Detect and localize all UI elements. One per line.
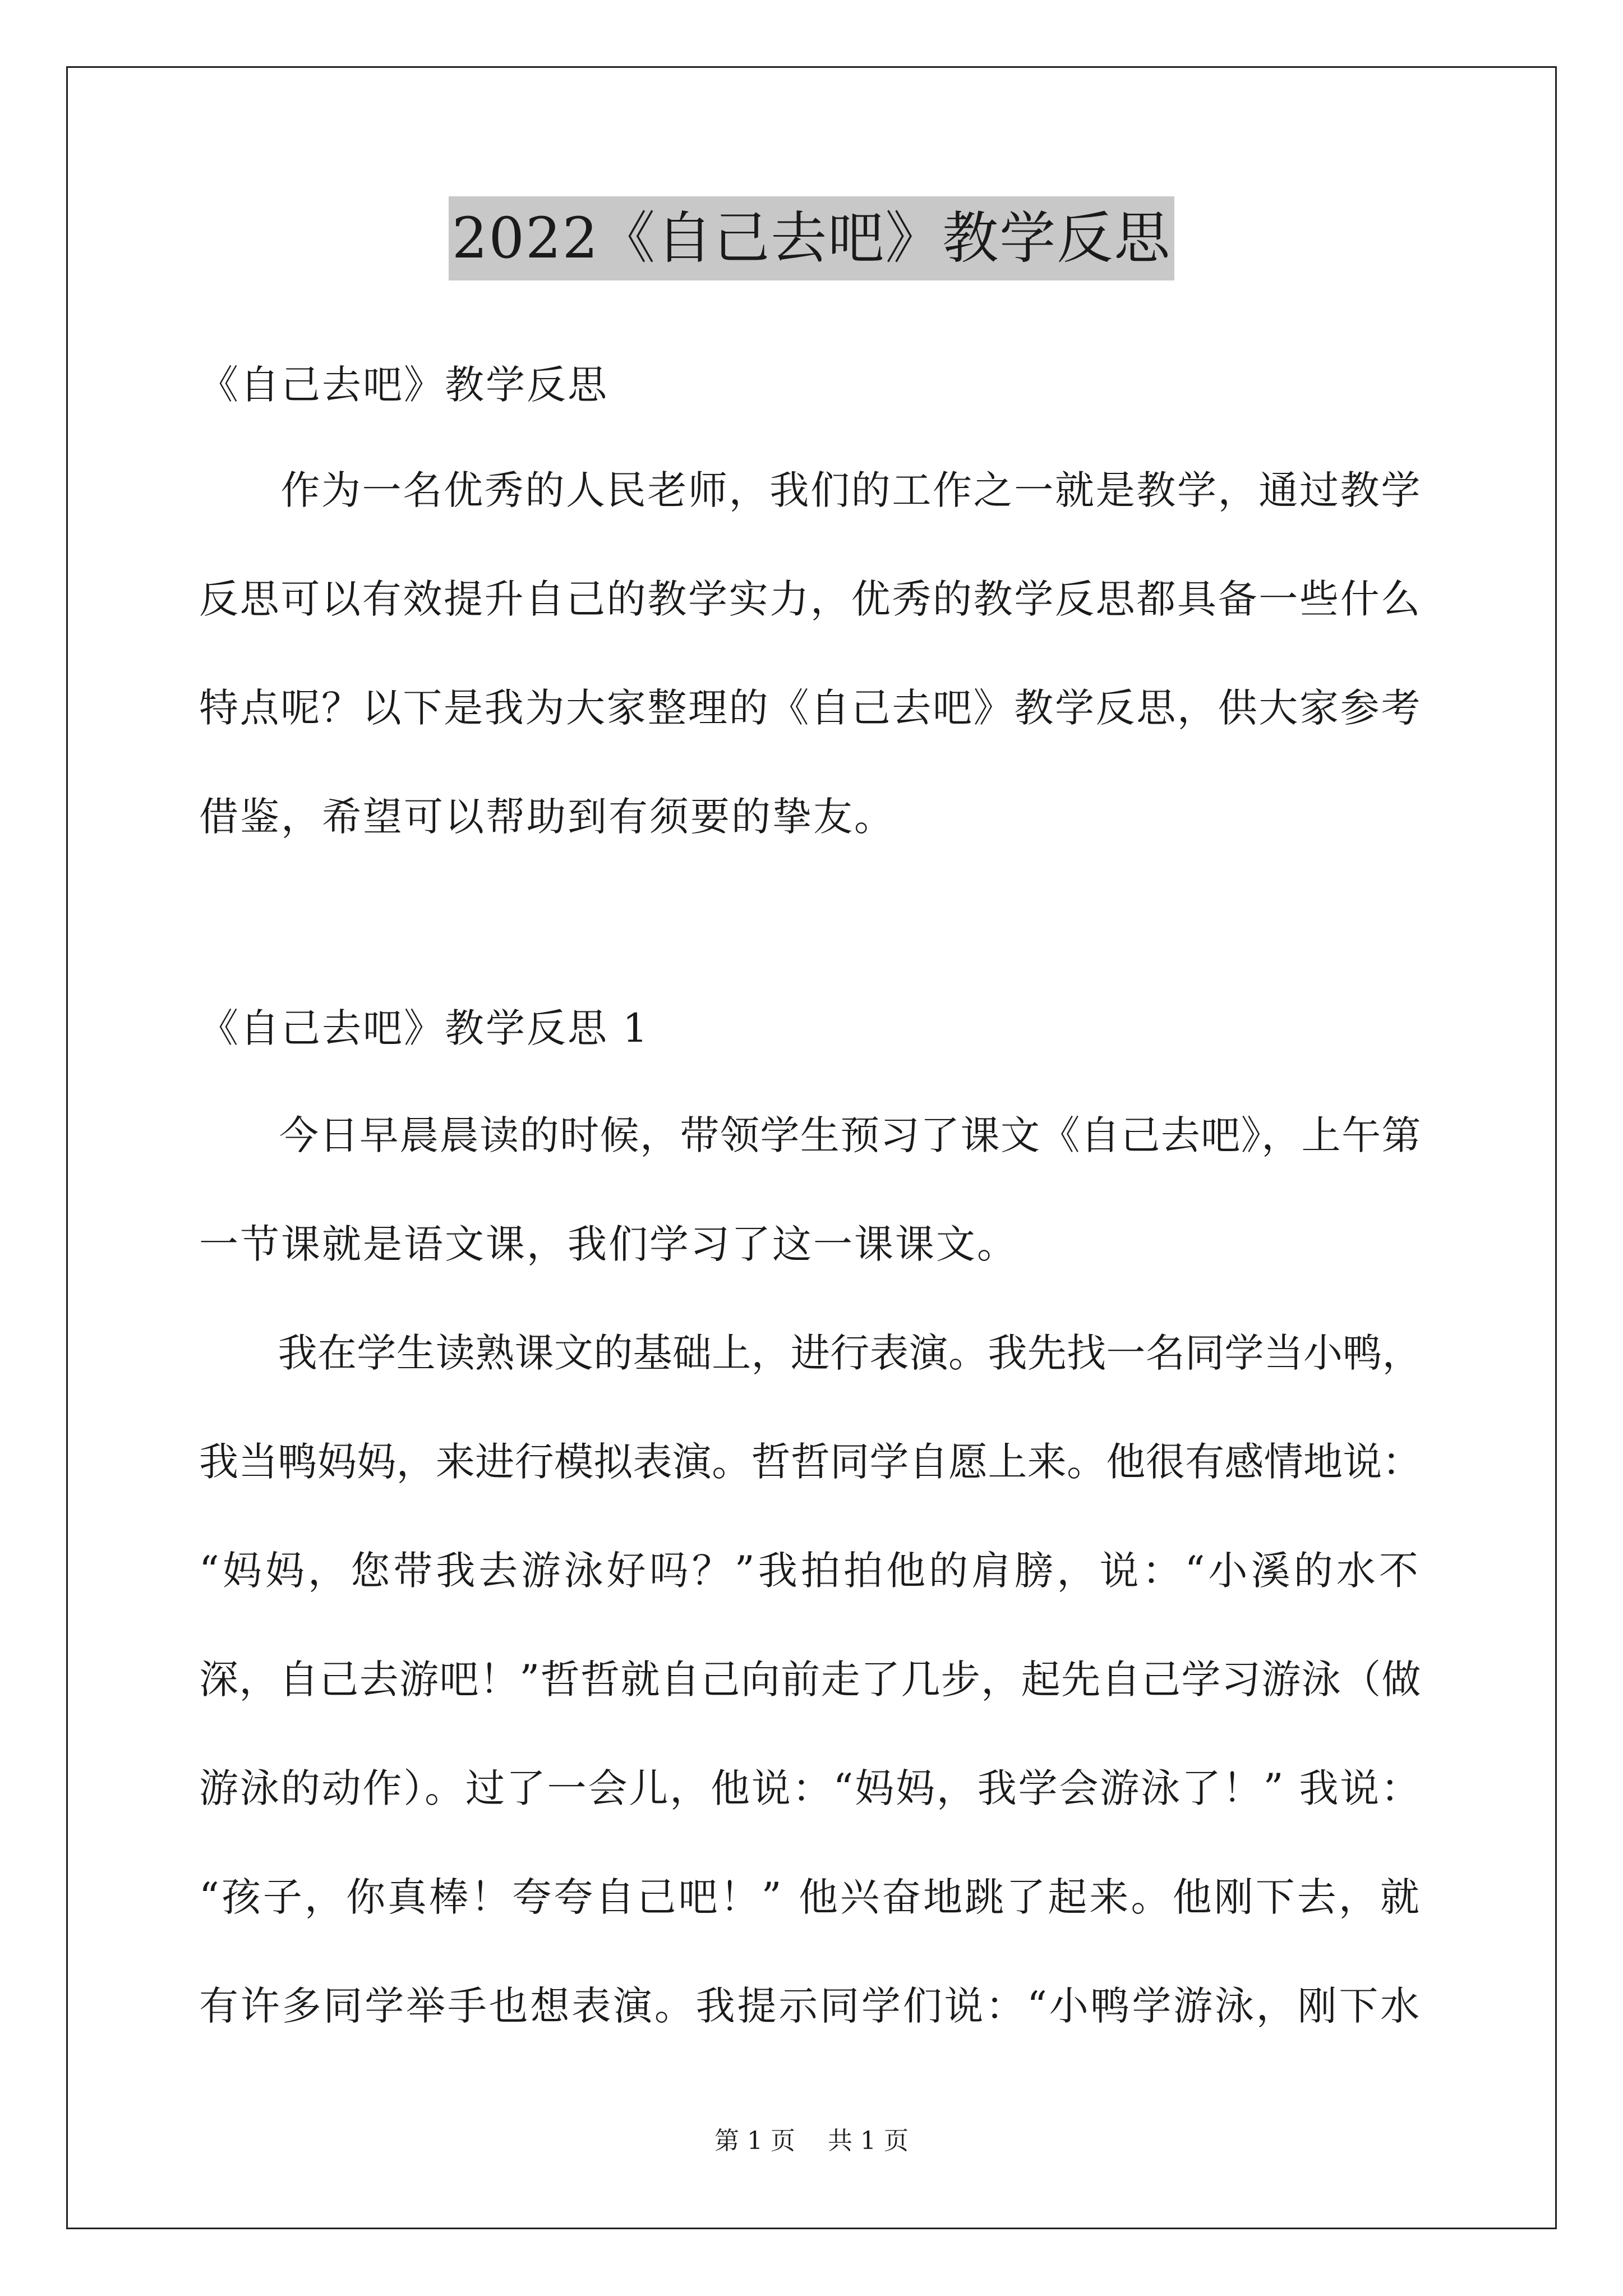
intro-line: 借鉴，希望可以帮助到有须要的挚友。 [199,794,895,840]
paragraph-line: 深，自己去游吧！”哲哲就自己向前走了几步，起先自己学习游泳（做 [199,1657,1422,1703]
paragraph-line: 今日早晨晨读的时候，带领学生预习了课文《自己去吧》，上午第 [199,1112,1422,1158]
paragraph-line: 一节课就是语文课，我们学习了这一课课文。 [199,1221,1018,1267]
section-heading: 《自己去吧》教学反思 1 [199,1005,649,1051]
document-title: 2022《自己去吧》教学反思 [449,196,1175,280]
intro-line: 作为一名优秀的人民老师，我们的工作之一就是教学，通过教学 [199,467,1422,513]
paragraph-line: 有许多同学举手也想表演。我提示同学们说：“小鸭学游泳，刚下水 [199,1983,1422,2029]
paragraph-line: “孩子，你真棒！夸夸自己吧！” 他兴奋地跳了起来。他刚下去，就 [199,1874,1422,1920]
paragraph-line: “妈妈，您带我去游泳好吗？”我拍拍他的肩膀，说：“小溪的水不 [199,1548,1422,1594]
page-number-footer: 第 1 页 共 1 页 [714,2127,909,2155]
title-container [0,196,1623,280]
paragraph-line: 我在学生读熟课文的基础上，进行表演。我先找一名同学当小鸭， [199,1330,1422,1376]
paragraph-line: 我当鸭妈妈，来进行模拟表演。哲哲同学自愿上来。他很有感情地说： [199,1439,1422,1485]
subheading: 《自己去吧》教学反思 [199,362,608,408]
intro-line: 特点呢？以下是我为大家整理的《自己去吧》教学反思，供大家参考 [199,685,1422,731]
paragraph-line: 游泳的动作）。过了一会儿，他说：“妈妈，我学会游泳了！” 我说： [199,1765,1422,1811]
intro-line: 反思可以有效提升自己的教学实力，优秀的教学反思都具备一些什么 [199,576,1422,622]
